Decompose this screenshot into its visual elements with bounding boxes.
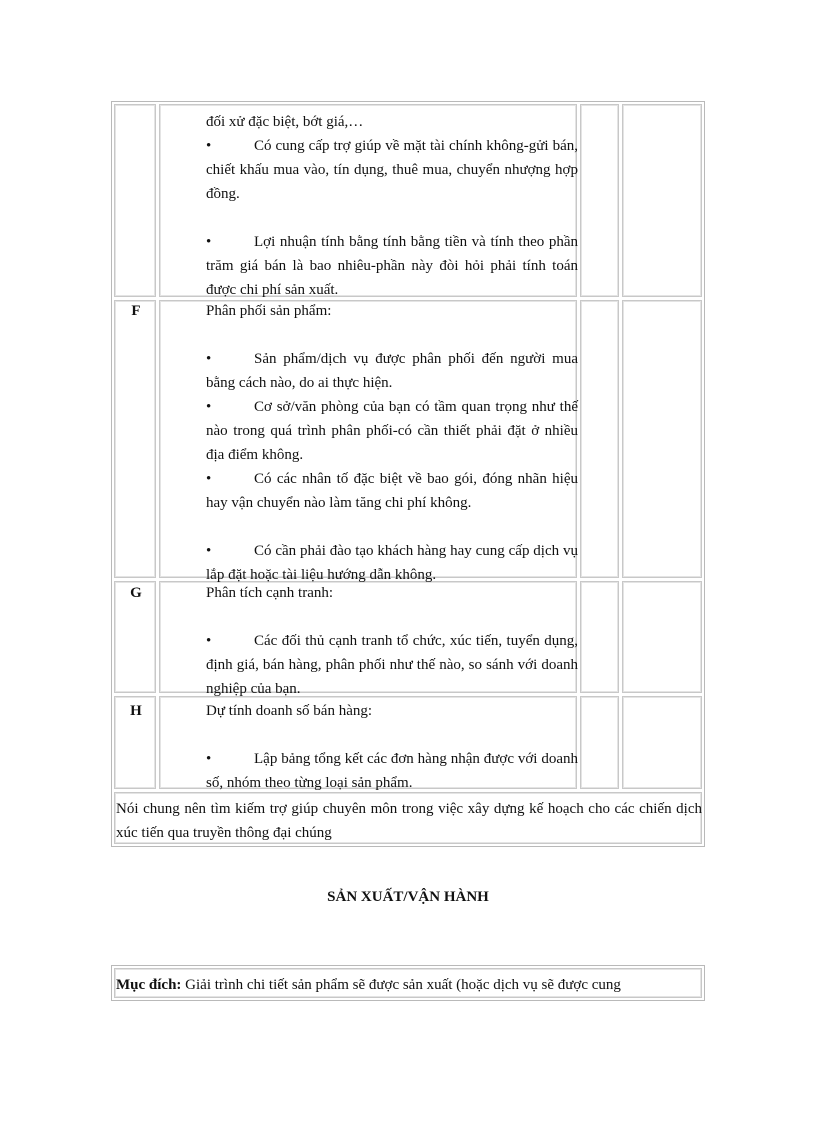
bullet-icon: • <box>206 543 212 559</box>
purpose-label: Mục đích: <box>116 977 182 993</box>
bullet-item <box>206 230 578 302</box>
bullet-item <box>206 539 578 587</box>
bullet-item <box>206 467 578 515</box>
row-title: Phân phối sản phẩm: <box>206 303 332 319</box>
table-cell-empty <box>622 581 702 693</box>
row-letter: G <box>130 585 142 601</box>
table-cell-empty <box>622 300 702 578</box>
table-cell-empty <box>580 696 619 789</box>
table-cell-empty <box>580 581 619 693</box>
bullet-text: Có cung cấp trợ giúp về mặt tài chính không-gửi bán, chiết khấu mua vào, tín dụng, thuê mua, chuyển nhượng hợp đồng. <box>206 138 578 202</box>
bullet-text: Sản phẩm/dịch vụ được phân phối đến người mua bằng cách nào, do ai thực hiện. <box>206 351 578 391</box>
bullet-text: Lập bảng tổng kết các đơn hàng nhận được với doanh số, nhóm theo từng loại sản phẩm. <box>206 751 578 791</box>
bullet-item <box>206 347 578 395</box>
table-note: Nói chung nên tìm kiếm trợ giúp chuyên môn trong việc xây dựng kế hoạch cho các chiến dịch xúc tiến qua truyền thông đại chúng <box>116 801 702 841</box>
bullet-text: Có cần phải đào tạo khách hàng hay cung cấp dịch vụ lắp đặt hoặc tài liệu hướng dẫn không. <box>206 543 578 583</box>
bullet-icon: • <box>206 234 212 250</box>
bullet-icon: • <box>206 351 212 367</box>
bullet-icon: • <box>206 138 212 154</box>
table-cell-letter <box>114 104 156 297</box>
bullet-item <box>206 395 578 467</box>
purpose-body: Giải trình chi tiết sản phẩm sẽ được sản xuất (hoặc dịch vụ sẽ được cung <box>185 977 621 993</box>
purpose-text <box>116 973 702 997</box>
bullet-item <box>206 134 578 206</box>
bullet-text: Các đối thủ cạnh tranh tổ chức, xúc tiến, tuyển dụng, định giá, bán hàng, phân phối như thế nào, so sánh với doanh nghiệp của bạn. <box>206 633 578 697</box>
bullet-icon: • <box>206 399 212 415</box>
table-cell-empty <box>580 104 619 297</box>
row-content <box>206 699 578 795</box>
bullet-text: Cơ sở/văn phòng của bạn có tầm quan trọng như thế nào trong quá trình phân phối-có cần thiết phải đặt ở nhiều địa điểm không. <box>206 399 578 463</box>
bullet-icon: • <box>206 633 212 649</box>
row-content <box>206 581 578 701</box>
row-title: Dự tính doanh số bán hàng: <box>206 703 373 719</box>
bullet-item <box>206 747 578 795</box>
paragraph: đối xử đặc biệt, bớt giá,… <box>206 114 364 130</box>
row-title: Phân tích cạnh tranh: <box>206 585 334 601</box>
row-letter: H <box>130 703 142 719</box>
table-cell-empty <box>580 300 619 578</box>
section-heading: SẢN XUẤT/VẬN HÀNH <box>327 889 489 905</box>
bullet-text: Lợi nhuận tính bằng tính bằng tiền và tính theo phần trăm giá bán là bao nhiêu-phần này đòi hỏi phải tính toán được chi phí sản xuất. <box>206 234 578 298</box>
table-cell-empty <box>622 104 702 297</box>
bullet-icon: • <box>206 751 212 767</box>
bullet-icon: • <box>206 471 212 487</box>
row-content <box>206 299 578 587</box>
bullet-item <box>206 629 578 701</box>
row-content <box>206 110 578 302</box>
row-letter: F <box>131 303 141 319</box>
bullet-text: Có các nhân tố đặc biệt về bao gói, đóng nhãn hiệu hay vận chuyển nào làm tăng chi phí không. <box>206 471 578 511</box>
table-cell-empty <box>622 696 702 789</box>
table-cell-letter <box>114 300 156 578</box>
